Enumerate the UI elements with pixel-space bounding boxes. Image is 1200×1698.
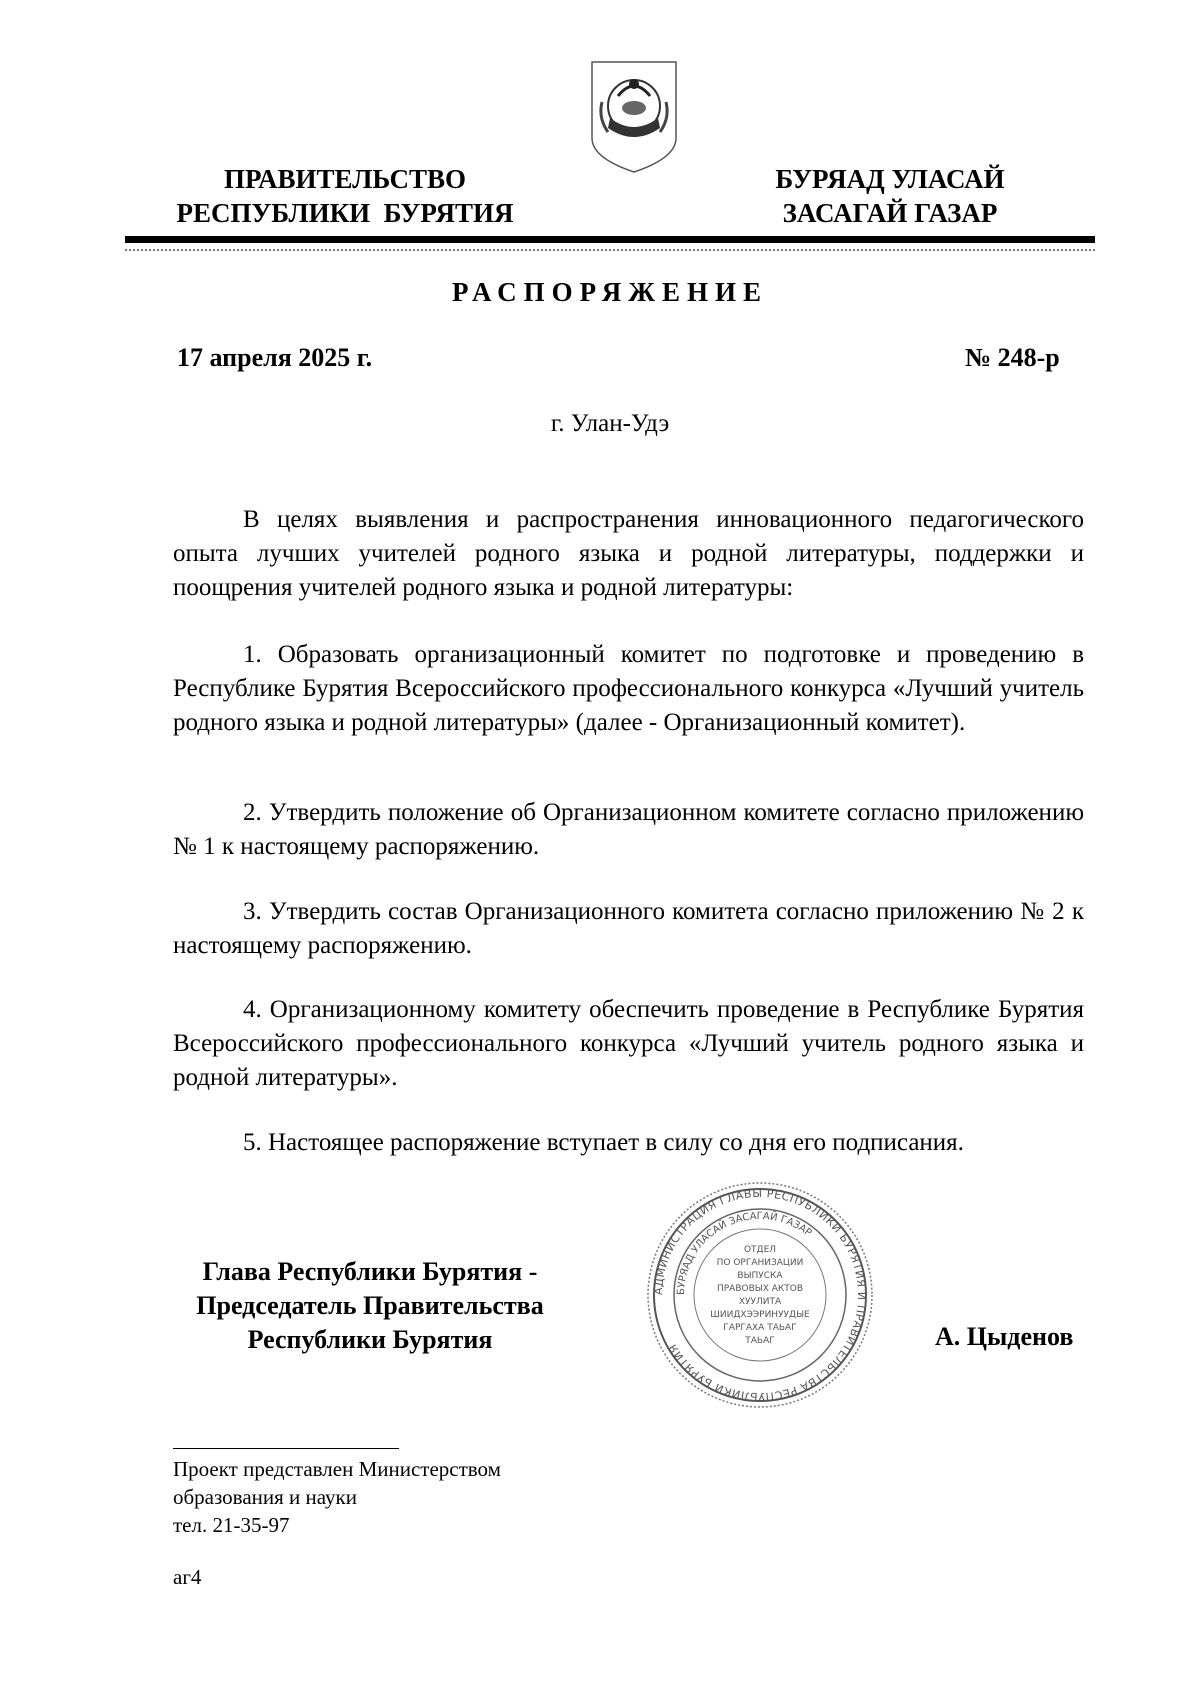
signatory-title-line3: Республики Бурятия — [247, 1325, 493, 1354]
stamp-center-line: ШИИДХЭЭРИНУУДЫЕ — [710, 1310, 810, 1320]
coat-of-arms-emblem — [588, 58, 680, 176]
header-left-line1: ПРАВИТЕЛЬСТВО — [223, 164, 467, 194]
header-right-line1: БУРЯАД УЛАСАЙ — [775, 164, 1005, 194]
svg-text:БУРЯАД УЛАСАЙ ЗАСАГАЙ ГАЗАР: БУРЯАД УЛАСАЙ ЗАСАГАЙ ГАЗАР — [675, 1210, 814, 1296]
footer-line1: Проект представлен Министерством — [173, 1457, 501, 1481]
paragraph-item-5: 5. Настоящее распоряжение вступает в силу со дня его подписания. — [243, 1129, 964, 1156]
footer-divider — [173, 1448, 399, 1449]
footer-line2: образования и науки — [173, 1485, 357, 1509]
document-code: аг4 — [173, 1565, 202, 1589]
signatory-title-line2: Председатель Правительства — [196, 1291, 544, 1320]
paragraph-item-1: 1. Образовать организационный комитет по подготовке и проведению в Республике Бурятия Всероссийского профессионального конкурса «Лучший учитель родного языка и родной литературы» (далее - Организационный комитет). — [173, 641, 1084, 736]
document-number: № 248-р — [965, 343, 1060, 372]
footer-line3: тел. 21-35-97 — [173, 1513, 290, 1537]
official-stamp — [645, 1180, 875, 1410]
signatory-title — [160, 1255, 580, 1357]
paragraph-preamble: В целях выявления и распространения инновационного педагогического опыта лучших учителей родного языка и родной литературы, поддержки и поощрения учителей родного языка и родной литературы: — [173, 506, 1084, 601]
header-right-line2: ЗАСАГАЙ ГАЗАР — [782, 198, 998, 228]
header-divider-thick — [125, 236, 1095, 243]
coat-of-arms-icon — [588, 58, 680, 176]
document-title: РАСПОРЯЖЕНИЕ — [451, 277, 769, 307]
paragraph-item-2: 2. Утвердить положение об Организационном комитете согласно приложению № 1 к настоящему распоряжению. — [173, 799, 1084, 860]
stamp-center-line: ПО ОРГАНИЗАЦИИ — [716, 1258, 804, 1268]
paragraph-item-3: 3. Утвердить состав Организационного комитета согласно приложению № 2 к настоящему распоряжению. — [173, 898, 1084, 959]
stamp-center-line: ГАРГАХА ТАЬАГ — [723, 1323, 797, 1333]
header-left-line2: РЕСПУБЛИКИ БУРЯТИЯ — [176, 198, 514, 228]
document-date: 17 апреля 2025 г. — [177, 343, 373, 372]
signatory-name: А. Цыденов — [935, 1322, 1074, 1351]
stamp-center-line: ВЫПУСКА — [737, 1271, 783, 1281]
stamp-center-line: ХУУЛИТА — [738, 1297, 782, 1307]
header-left — [150, 162, 540, 230]
stamp-center-line: ОТДЕЛ — [743, 1245, 777, 1255]
stamp-center-line: ПРАВОВЫХ АКТОВ — [716, 1284, 804, 1294]
header-divider-thin — [125, 249, 1095, 251]
footer-note — [173, 1455, 501, 1539]
stamp-seal-icon — [645, 1180, 875, 1410]
document-city: г. Улан-Удэ — [550, 410, 670, 437]
svg-text:АДМИНИСТРАЦИЯ ГЛАВЫ РЕСПУБЛИКИ: АДМИНИСТРАЦИЯ ГЛАВЫ РЕСПУБЛИКИ БУРЯТИЯ И ПРАВИТЕЛЬСТВА РЕСПУБЛИКИ БУРЯТИЯ — [651, 1186, 869, 1404]
header-right — [740, 162, 1040, 230]
stamp-center-line: ТАЬАГ — [745, 1336, 775, 1346]
signatory-title-line1: Глава Республики Бурятия - — [202, 1257, 538, 1286]
paragraph-item-4: 4. Организационному комитету обеспечить проведение в Республике Бурятия Всероссийского профессионального конкурса «Лучший учитель родного языка и родной литературы». — [173, 996, 1084, 1091]
